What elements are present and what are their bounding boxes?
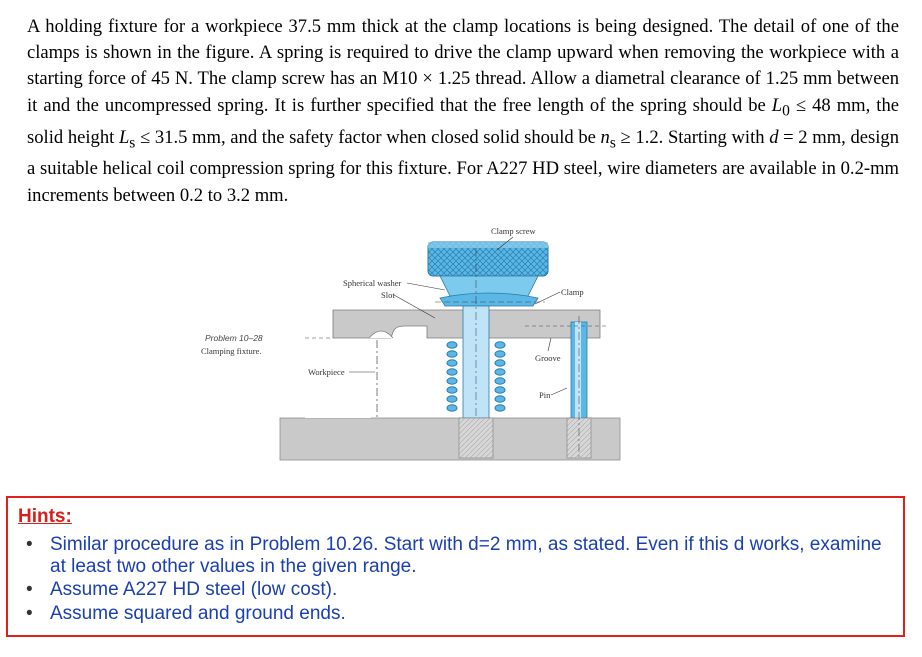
figure-caption-title: Clamping fixture.	[201, 346, 262, 356]
bullet: •	[26, 534, 33, 555]
hint-item: • Assume A227 HD steel (low cost).	[26, 579, 338, 600]
var-L0: L	[771, 94, 783, 116]
hints-box	[6, 496, 905, 637]
var-n: n	[600, 126, 610, 148]
label-clamp: Clamp	[561, 287, 584, 297]
var-Ls: L	[118, 126, 130, 148]
figure-caption-number: Problem 10–28	[205, 333, 263, 343]
hints-title: Hints:	[18, 506, 72, 527]
label-pin: Pin	[539, 390, 551, 400]
label-workpiece: Workpiece	[308, 367, 345, 377]
bullet: •	[26, 579, 33, 600]
label-clamp-screw: Clamp screw	[491, 228, 536, 236]
label-spherical-washer: Spherical washer	[343, 278, 402, 288]
hint-item: • Similar procedure as in Problem 10.26. Start with d=2 mm, as stated. Even if this d works, examine at least two other values in the given range.	[26, 534, 882, 577]
sub-s: s	[129, 134, 136, 152]
bullet: •	[26, 603, 33, 624]
hint-item: • Assume squared and ground ends.	[26, 603, 346, 624]
problem-statement: A holding fixture for a workpiece 37.5 mm thick at the clamp locations is being designed. The detail of one of the clamps is shown in the figure. A spring is required to drive the clamp upward when removing the workpiece with a starting force of 45 N. The clamp screw has an M10 × 1.25 thread. Allow a diametral clearance of 1.25 mm between it and the uncompressed spring. It is further specified that the free length of the spring should be $L_0 \le 48$ mm, the solid height $L_s \le 31.5$ mm, and the safety factor when closed solid should be $n_s \ge 1.2$. Starting with d = 2 mm, design a suitable helical coil compression spring for this fixture. For A227 HD steel, wire diameters are available in 0.2-mm increments between 0.2 to 3.2 mm.	[27, 16, 899, 206]
var-d: d	[769, 126, 779, 148]
sub-0: 0	[782, 102, 790, 120]
label-groove: Groove	[535, 353, 561, 363]
sub-s2: s	[609, 134, 616, 152]
clamping-fixture-figure	[195, 228, 625, 464]
label-slot: Slot	[381, 290, 395, 300]
